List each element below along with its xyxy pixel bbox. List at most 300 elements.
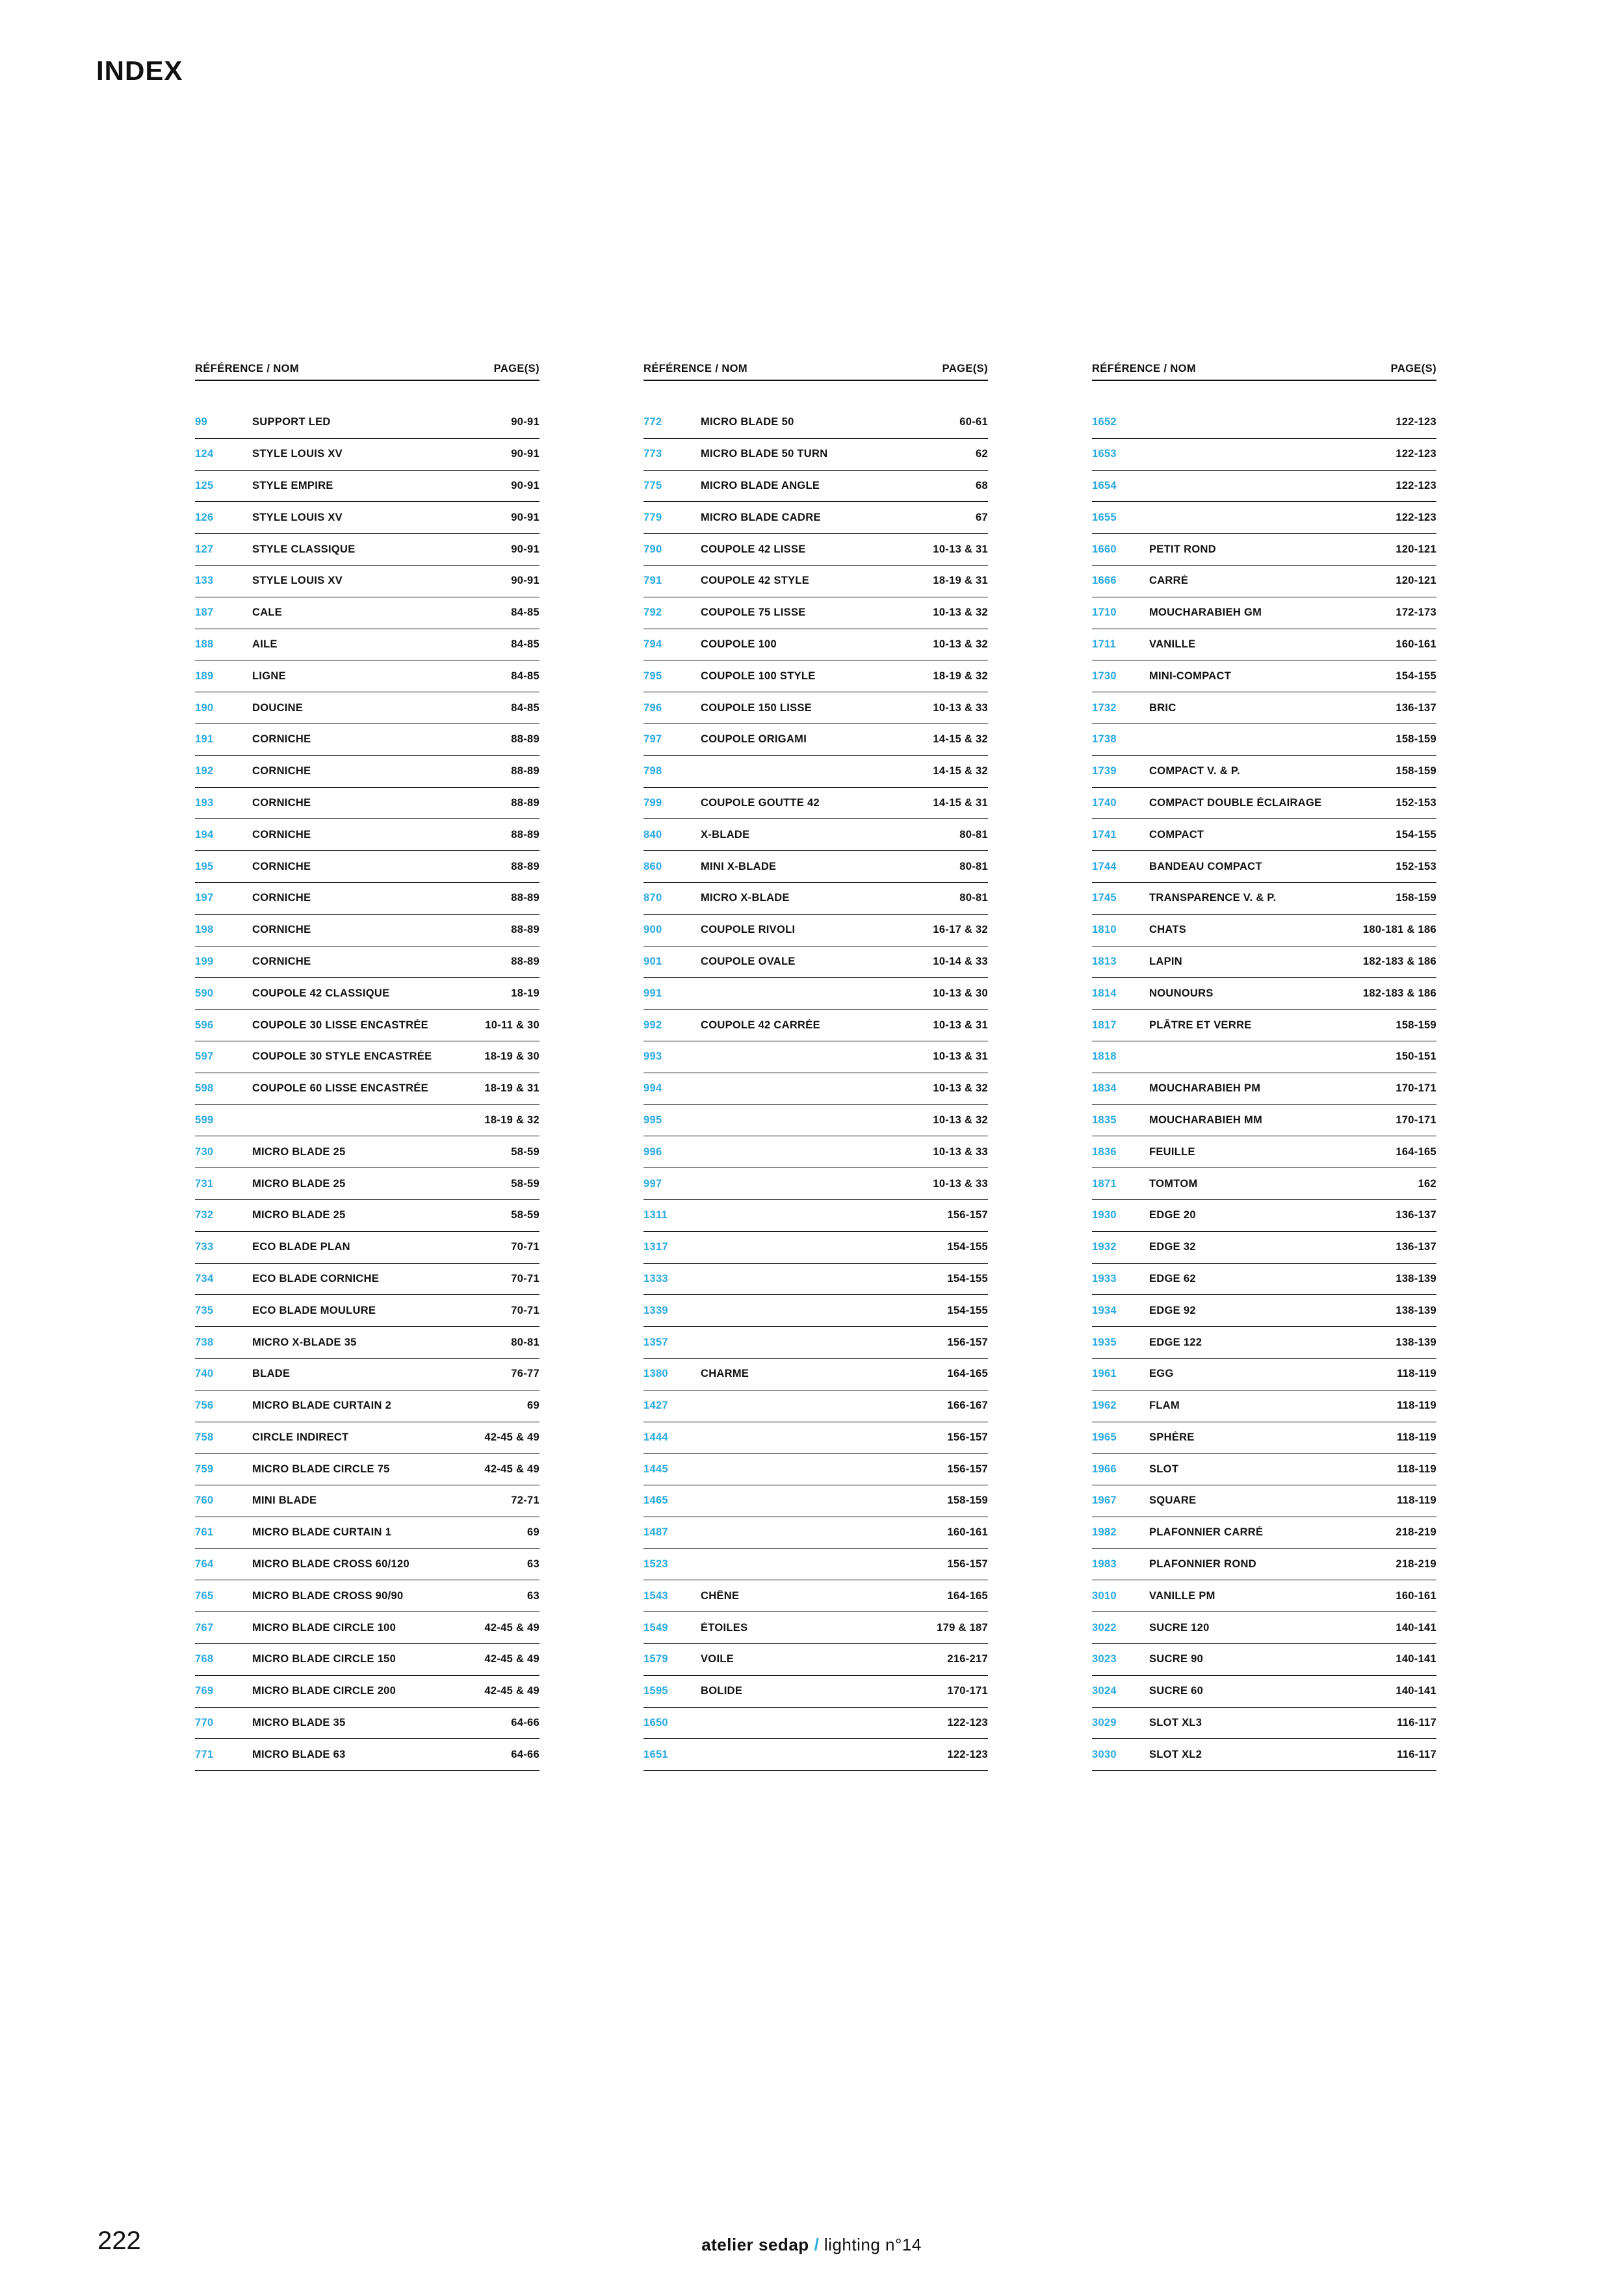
table-row [195, 1485, 539, 1517]
row-reference: 791 [643, 575, 662, 587]
row-pages: 60-61 [959, 416, 988, 428]
row-reference: 730 [195, 1145, 214, 1158]
row-name: COUPOLE 100 STYLE [701, 670, 816, 682]
row-pages: 170-171 [1396, 1082, 1436, 1095]
row-name: CORNICHE [252, 955, 311, 967]
row-reference: 770 [195, 1717, 214, 1729]
row-pages: 10-13 & 32 [933, 638, 988, 650]
row-pages: 122-123 [947, 1748, 988, 1760]
table-row [1092, 1327, 1436, 1359]
row-reference: 759 [195, 1463, 214, 1475]
row-pages: 18-19 & 31 [933, 575, 988, 587]
row-reference: 761 [195, 1526, 214, 1539]
table-row [195, 756, 539, 788]
row-pages: 179 & 187 [937, 1621, 988, 1634]
row-name: BRIC [1149, 701, 1176, 714]
row-reference: 738 [195, 1336, 214, 1348]
row-name: CORNICHE [252, 828, 311, 841]
row-name: MICRO X-BLADE 35 [252, 1336, 357, 1348]
row-pages: 90-91 [511, 479, 539, 491]
row-pages: 122-123 [1396, 416, 1436, 428]
row-reference: 1523 [643, 1558, 668, 1571]
row-pages: 156-157 [947, 1336, 988, 1348]
row-pages: 70-71 [511, 1304, 539, 1316]
table-row [195, 1136, 539, 1168]
row-pages: 10-13 & 32 [933, 1114, 988, 1126]
row-reference: 993 [643, 1050, 662, 1063]
row-reference: 792 [643, 607, 662, 619]
row-pages: 162 [1418, 1177, 1436, 1190]
row-reference: 1549 [643, 1621, 668, 1634]
column-header-reference: RÉFÉRENCE / NOM [643, 363, 748, 374]
table-row [643, 471, 988, 502]
table-row [195, 1517, 539, 1549]
table-row [1092, 1708, 1436, 1740]
row-name: MICRO BLADE 63 [252, 1748, 346, 1760]
row-name: COUPOLE GOUTTE 42 [701, 796, 820, 809]
row-pages: 164-165 [947, 1368, 988, 1380]
row-pages: 122-123 [1396, 448, 1436, 460]
table-row [1092, 566, 1436, 597]
row-name: MICRO BLADE CADRE [701, 511, 821, 523]
table-row [643, 597, 988, 629]
row-name: CORNICHE [252, 765, 311, 777]
row-pages: 90-91 [511, 575, 539, 587]
row-reference: 1745 [1092, 892, 1117, 904]
row-pages: 120-121 [1396, 575, 1436, 587]
table-row [643, 724, 988, 756]
row-reference: 1487 [643, 1526, 668, 1539]
table-row [643, 1295, 988, 1327]
table-row [195, 1390, 539, 1422]
row-pages: 158-159 [1396, 892, 1436, 904]
row-reference: 1740 [1092, 796, 1117, 809]
row-name: CIRCLE INDIRECT [252, 1431, 349, 1443]
row-pages: 42-45 & 49 [484, 1431, 539, 1443]
table-row [643, 1200, 988, 1232]
table-row [1092, 1200, 1436, 1232]
row-reference: 995 [643, 1114, 662, 1126]
row-reference: 1835 [1092, 1114, 1117, 1126]
footer-issue: lighting n°14 [824, 2235, 922, 2254]
row-pages: 154-155 [1396, 670, 1436, 682]
row-pages: 120-121 [1396, 543, 1436, 555]
row-pages: 88-89 [511, 765, 539, 777]
table-row [195, 534, 539, 566]
row-pages: 88-89 [511, 955, 539, 967]
row-pages: 62 [976, 448, 988, 460]
row-pages: 136-137 [1396, 1241, 1436, 1253]
row-pages: 14-15 & 31 [933, 796, 988, 809]
table-row [1092, 660, 1436, 692]
row-reference: 1961 [1092, 1368, 1117, 1380]
row-name: ÉTOILES [701, 1621, 748, 1634]
row-reference: 1465 [643, 1494, 668, 1507]
row-pages: 156-157 [947, 1463, 988, 1475]
row-name: ECO BLADE PLAN [252, 1241, 350, 1253]
table-row [1092, 1073, 1436, 1105]
table-row [195, 1327, 539, 1359]
footer-separator: / [814, 2235, 819, 2254]
table-row [643, 439, 988, 471]
row-reference: 773 [643, 448, 662, 460]
table-row [643, 1549, 988, 1581]
table-row [195, 1105, 539, 1137]
row-reference: 125 [195, 479, 214, 491]
row-name: MOUCHARABIEH PM [1149, 1082, 1261, 1095]
row-reference: 1738 [1092, 733, 1117, 746]
table-row [643, 1612, 988, 1644]
row-name: FEUILLE [1149, 1145, 1195, 1158]
row-pages: 172-173 [1396, 607, 1436, 619]
table-row [643, 1168, 988, 1200]
table-row [643, 566, 988, 597]
table-row [195, 692, 539, 724]
row-pages: 140-141 [1396, 1653, 1436, 1665]
row-pages: 80-81 [959, 892, 988, 904]
row-reference: 1813 [1092, 955, 1117, 967]
row-reference: 1834 [1092, 1082, 1117, 1095]
row-reference: 1810 [1092, 924, 1117, 936]
row-reference: 756 [195, 1400, 214, 1412]
table-row [195, 1359, 539, 1390]
row-pages: 42-45 & 49 [484, 1621, 539, 1634]
row-pages: 164-165 [1396, 1145, 1436, 1158]
row-pages: 138-139 [1396, 1304, 1436, 1316]
row-pages: 42-45 & 49 [484, 1463, 539, 1475]
row-pages: 67 [976, 511, 988, 523]
row-pages: 136-137 [1396, 1209, 1436, 1221]
row-reference: 188 [195, 638, 214, 650]
row-name: MICRO BLADE 50 [701, 416, 794, 428]
row-reference: 1579 [643, 1653, 668, 1665]
row-pages: 90-91 [511, 448, 539, 460]
table-row [1092, 1676, 1436, 1708]
row-name: MICRO BLADE CIRCLE 200 [252, 1685, 396, 1697]
row-reference: 1739 [1092, 765, 1117, 777]
row-reference: 798 [643, 765, 662, 777]
row-pages: 64-66 [511, 1748, 539, 1760]
row-pages: 122-123 [1396, 511, 1436, 523]
row-reference: 1339 [643, 1304, 668, 1316]
row-name: VANILLE PM [1149, 1589, 1215, 1602]
row-reference: 1836 [1092, 1145, 1117, 1158]
row-name: MICRO BLADE CIRCLE 100 [252, 1621, 396, 1634]
row-reference: 3030 [1092, 1748, 1117, 1760]
row-reference: 189 [195, 670, 214, 682]
table-row [195, 915, 539, 946]
row-name: EDGE 20 [1149, 1209, 1196, 1221]
row-name: STYLE LOUIS XV [252, 448, 343, 460]
row-reference: 1653 [1092, 448, 1117, 460]
table-row [643, 883, 988, 915]
row-name: AILE [252, 638, 278, 650]
row-reference: 731 [195, 1177, 214, 1190]
row-reference: 194 [195, 828, 214, 841]
row-pages: 170-171 [1396, 1114, 1436, 1126]
row-pages: 88-89 [511, 860, 539, 872]
row-pages: 18-19 & 32 [933, 670, 988, 682]
table-row [1092, 1105, 1436, 1137]
index-rows-3 [1092, 407, 1436, 1771]
row-pages: 10-13 & 31 [933, 1019, 988, 1031]
row-reference: 3023 [1092, 1653, 1117, 1665]
row-reference: 796 [643, 701, 662, 714]
table-row [1092, 1739, 1436, 1771]
row-name: MICRO BLADE 35 [252, 1717, 346, 1729]
row-pages: 122-123 [947, 1717, 988, 1729]
row-reference: 191 [195, 733, 214, 746]
row-name: MICRO BLADE ANGLE [701, 479, 820, 491]
column-header-reference: RÉFÉRENCE / NOM [1092, 363, 1197, 374]
row-reference: 1730 [1092, 670, 1117, 682]
row-name: BOLIDE [701, 1685, 743, 1697]
row-name: CHATS [1149, 924, 1187, 936]
table-row [643, 1390, 988, 1422]
table-row [643, 1644, 988, 1676]
row-reference: 1982 [1092, 1526, 1117, 1539]
footer-brand: atelier sedap [701, 2235, 809, 2254]
row-name: MICRO BLADE CURTAIN 1 [252, 1526, 392, 1539]
table-row [195, 1676, 539, 1708]
row-pages: 116-117 [1397, 1748, 1436, 1760]
row-name: SQUARE [1149, 1494, 1197, 1507]
row-pages: 70-71 [511, 1272, 539, 1285]
row-reference: 996 [643, 1145, 662, 1158]
table-row [1092, 1580, 1436, 1612]
row-pages: 154-155 [947, 1304, 988, 1316]
table-row [195, 1200, 539, 1232]
row-name: STYLE CLASSIQUE [252, 543, 356, 555]
table-row [195, 724, 539, 756]
row-reference: 1935 [1092, 1336, 1117, 1348]
row-reference: 590 [195, 987, 214, 999]
row-name: SUCRE 90 [1149, 1653, 1204, 1665]
row-pages: 72-71 [511, 1494, 539, 1507]
row-name: NOUNOURS [1149, 987, 1214, 999]
row-reference: 1966 [1092, 1463, 1117, 1475]
row-name: CORNICHE [252, 924, 311, 936]
row-reference: 790 [643, 543, 662, 555]
row-reference: 597 [195, 1050, 214, 1063]
row-reference: 1652 [1092, 416, 1117, 428]
row-name: SUCRE 60 [1149, 1685, 1204, 1697]
row-name: COMPACT V. & P. [1149, 765, 1240, 777]
table-row [1092, 1264, 1436, 1296]
row-reference: 1871 [1092, 1177, 1117, 1190]
row-reference: 765 [195, 1589, 214, 1602]
table-row [643, 1327, 988, 1359]
table-row [1092, 1232, 1436, 1264]
row-name: COUPOLE 42 LISSE [701, 543, 806, 555]
row-reference: 197 [195, 892, 214, 904]
row-pages: 10-13 & 33 [933, 1177, 988, 1190]
table-row [195, 1168, 539, 1200]
row-name: SPHÈRE [1149, 1431, 1195, 1443]
table-row [643, 1010, 988, 1041]
row-reference: 3024 [1092, 1685, 1117, 1697]
row-reference: 795 [643, 670, 662, 682]
column-header-pages: PAGE(S) [1390, 363, 1436, 374]
table-row [195, 1041, 539, 1073]
row-pages: 16-17 & 32 [933, 924, 988, 936]
row-pages: 88-89 [511, 733, 539, 746]
row-reference: 1444 [643, 1431, 668, 1443]
row-name: COUPOLE 150 LISSE [701, 701, 812, 714]
row-pages: 122-123 [1396, 479, 1436, 491]
row-reference: 192 [195, 765, 214, 777]
row-name: MICRO BLADE 25 [252, 1177, 346, 1190]
row-reference: 758 [195, 1431, 214, 1443]
row-reference: 769 [195, 1685, 214, 1697]
row-pages: 80-81 [959, 860, 988, 872]
row-name: EDGE 92 [1149, 1304, 1196, 1316]
row-name: MINI BLADE [252, 1494, 317, 1507]
row-reference: 991 [643, 987, 662, 999]
row-reference: 775 [643, 479, 662, 491]
row-reference: 1666 [1092, 575, 1117, 587]
row-reference: 997 [643, 1177, 662, 1190]
row-pages: 158-159 [947, 1494, 988, 1507]
row-reference: 1962 [1092, 1400, 1117, 1412]
row-pages: 90-91 [511, 416, 539, 428]
row-name: CALE [252, 607, 283, 619]
index-column-1 [195, 363, 539, 1771]
row-pages: 218-219 [1396, 1558, 1436, 1571]
row-reference: 870 [643, 892, 662, 904]
row-reference: 1427 [643, 1400, 668, 1412]
row-reference: 735 [195, 1304, 214, 1316]
column-header [1092, 363, 1436, 381]
row-reference: 99 [195, 416, 207, 428]
table-row [1092, 1485, 1436, 1517]
table-row [643, 1359, 988, 1390]
row-name: COUPOLE 30 LISSE ENCASTRÉE [252, 1019, 428, 1031]
table-row [195, 788, 539, 820]
row-reference: 1357 [643, 1336, 668, 1348]
row-pages: 76-77 [511, 1368, 539, 1380]
row-pages: 18-19 [511, 987, 539, 999]
table-row [643, 1517, 988, 1549]
row-reference: 126 [195, 511, 214, 523]
row-name: TOMTOM [1149, 1177, 1198, 1190]
table-row [1092, 756, 1436, 788]
table-row [195, 1073, 539, 1105]
row-name: CHÊNE [701, 1589, 740, 1602]
table-row [195, 407, 539, 439]
row-name: TRANSPARENCE V. & P. [1149, 892, 1277, 904]
table-row [195, 502, 539, 534]
row-pages: 10-13 & 33 [933, 701, 988, 714]
index-columns [195, 363, 1436, 1771]
row-reference: 1934 [1092, 1304, 1117, 1316]
table-row [643, 1580, 988, 1612]
row-reference: 598 [195, 1082, 214, 1095]
row-name: COUPOLE 75 LISSE [701, 607, 806, 619]
row-name: MINI-COMPACT [1149, 670, 1232, 682]
row-pages: 84-85 [511, 638, 539, 650]
table-row [643, 819, 988, 851]
row-pages: 64-66 [511, 1717, 539, 1729]
table-row [643, 1041, 988, 1073]
row-reference: 3022 [1092, 1621, 1117, 1634]
table-row [1092, 788, 1436, 820]
table-row [195, 597, 539, 629]
table-row [1092, 915, 1436, 946]
row-name: BLADE [252, 1368, 291, 1380]
row-pages: 152-153 [1396, 860, 1436, 872]
row-pages: 180-181 & 186 [1362, 924, 1436, 936]
table-row [1092, 851, 1436, 883]
table-row [195, 1549, 539, 1581]
table-row [195, 1232, 539, 1264]
row-reference: 596 [195, 1019, 214, 1031]
table-row [195, 819, 539, 851]
row-name: MICRO BLADE 25 [252, 1209, 346, 1221]
row-pages: 10-11 & 30 [485, 1019, 539, 1031]
row-pages: 116-117 [1397, 1717, 1436, 1729]
table-row [195, 1454, 539, 1485]
row-pages: 160-161 [947, 1526, 988, 1539]
row-reference: 732 [195, 1209, 214, 1221]
row-name: COUPOLE ORIGAMI [701, 733, 807, 746]
row-pages: 58-59 [511, 1177, 539, 1190]
row-pages: 150-151 [1396, 1050, 1436, 1063]
table-row [195, 851, 539, 883]
table-row [643, 534, 988, 566]
page-number: 222 [97, 2226, 141, 2255]
row-reference: 195 [195, 860, 214, 872]
row-name: MOUCHARABIEH MM [1149, 1114, 1263, 1126]
table-row [195, 439, 539, 471]
row-reference: 1933 [1092, 1272, 1117, 1285]
table-row [1092, 1422, 1436, 1454]
row-reference: 1445 [643, 1463, 668, 1475]
row-pages: 166-167 [947, 1400, 988, 1412]
row-name: CORNICHE [252, 796, 311, 809]
row-name: MICRO BLADE 25 [252, 1145, 346, 1158]
row-reference: 771 [195, 1748, 214, 1760]
row-reference: 3029 [1092, 1717, 1117, 1729]
table-row [643, 1422, 988, 1454]
row-reference: 1983 [1092, 1558, 1117, 1571]
table-row [1092, 1295, 1436, 1327]
row-name: EDGE 122 [1149, 1336, 1202, 1348]
row-name: STYLE LOUIS XV [252, 511, 343, 523]
row-reference: 1543 [643, 1589, 668, 1602]
row-name: CORNICHE [252, 892, 311, 904]
row-pages: 156-157 [947, 1558, 988, 1571]
row-pages: 170-171 [947, 1685, 988, 1697]
table-row [195, 946, 539, 978]
row-pages: 80-81 [959, 828, 988, 841]
row-reference: 198 [195, 924, 214, 936]
row-pages: 10-13 & 32 [933, 607, 988, 619]
row-reference: 1650 [643, 1717, 668, 1729]
table-row [1092, 597, 1436, 629]
row-pages: 88-89 [511, 828, 539, 841]
row-pages: 138-139 [1396, 1336, 1436, 1348]
row-pages: 152-153 [1396, 796, 1436, 809]
row-pages: 42-45 & 49 [484, 1653, 539, 1665]
table-row [643, 1232, 988, 1264]
table-row [643, 660, 988, 692]
table-row [643, 788, 988, 820]
row-name: SUPPORT LED [252, 416, 331, 428]
row-name: VANILLE [1149, 638, 1196, 650]
row-name: PLÂTRE ET VERRE [1149, 1019, 1252, 1031]
row-pages: 63 [527, 1558, 539, 1571]
